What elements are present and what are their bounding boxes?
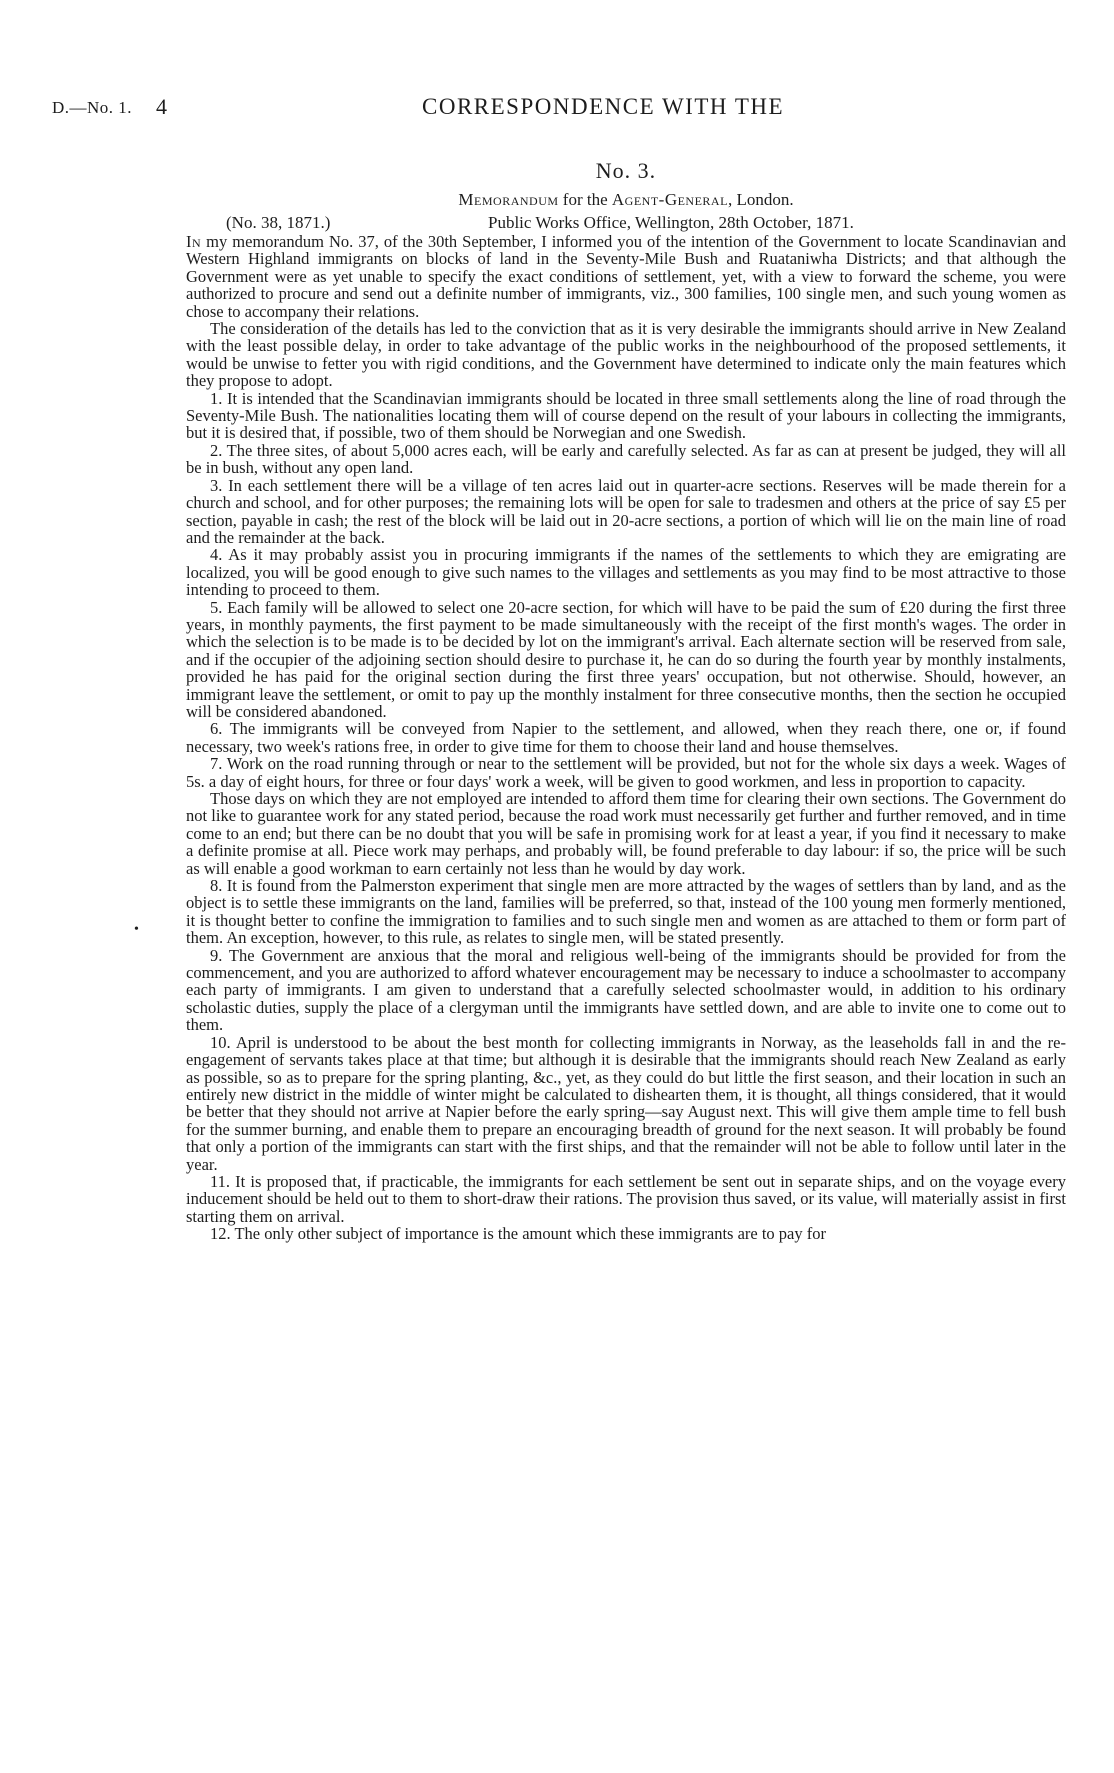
paragraph: 7. Work on the road running through or near to the settlement will be provided, but not for the whole six days a week. Wages of 5s. a day of eight hours, for three or four days' work a week, will be given to good workmen, and less in proportion to capacity. — [186, 754, 1066, 791]
paragraph: 6. The immigrants will be conveyed from Napier to the settlement, and allowed, when they reach there, one or, if found necessary, two week's rations free, in order to give time for them to choose their land and house themselves. — [186, 719, 1066, 756]
paragraph: 1. It is intended that the Scandinavian immigrants should be located in three small settlements along the line of road through the Seventy-Mile Bush. The nationalities locating them will of course depend on the result of your labours in collecting the immigrants, but it is desired that, if possible, two of them should be Norwegian and one Swedish. — [186, 388, 1066, 443]
paragraph: The consideration of the details has led to the conviction that as it is very desirable the immigrants should arrive in New Zealand with the least possible delay, in order to take advantage of the public works in the neighbourhood of the proposed settlements, it would be unwise to fetter you with rigid conditions, and the Government have determined to indicate only the main features which they propose to adopt. — [186, 319, 1066, 391]
opening-paragraph — [186, 233, 1066, 320]
paragraph: 4. As it may probably assist you in procuring immigrants if the names of the settlements to which they are emigrating are localized, you will be good enough to give such names to the villages and settlements as you may find to be most attractive to those intending to proceed to them. — [186, 545, 1066, 600]
reference-line — [186, 213, 1066, 233]
paragraph: 10. April is understood to be about the best month for collecting immigrants in Norway, as the leaseholds fall in and the re-engagement of servants takes place at that time; but although it is desirable that the immigrants should reach New Zealand as early as possible, so as to prepare for the spring planting, &c., yet, as they could do but little the first season, and their location in such an entirely new district in the middle of winter might be calculated to dishearten them, it is thought, all things considered, that it would be better that they should not arrive at Napier before the early spring—say August next. This will give them ample time to fell bush for the summer burning, and enable them to prepare an encouraging breadth of ground for the next season. It will probably be found that only a portion of the immigrants can start with the first ships, and that the remainder will not be able to follow until later in the year. — [186, 1032, 1066, 1174]
place-and-date: Public Works Office, Wellington, 28th October, 1871. — [488, 213, 854, 232]
paragraph: 8. It is found from the Palmerston experiment that single men are more attracted by the wages of settlers than by land, and as the object is to settle these immigrants on the land, families will be preferred, so that, instead of the 100 young men formerly mentioned, it is thought better to confine the immigration to families and to such single men and women as are attached to them or form part of them. An exception, however, to this rule, as relates to single men, will be stated presently. — [186, 876, 1066, 948]
memorandum-place: , London. — [727, 190, 794, 209]
page-number: 4 — [156, 94, 167, 119]
memorandum-word: Memorandum — [458, 190, 559, 209]
memorandum-heading — [186, 190, 1066, 210]
running-title: CORRESPONDENCE WITH THE — [422, 94, 785, 119]
margin-mark: • — [134, 922, 139, 937]
reference-number: (No. 38, 1871.) — [226, 213, 331, 232]
opening-word: In — [186, 232, 202, 251]
memorandum-recipient: Agent-General — [611, 190, 728, 209]
running-head — [52, 94, 1062, 124]
opening-text: my memorandum No. 37, of the 30th September, I informed you of the intention of the Government to locate Scandinavian and Western Highland immigrants on blocks of land in the Seventy-Mile Bush and Ruataniwha Districts; and that although the Government were as yet unable to specify the exact conditions of settlement, yet, with a view to forward the scheme, you were authorized to procure and send out a definite number of immigrants, viz., 300 families, 100 single men, and such young women as chose to accompany their relations. — [186, 232, 1066, 321]
paragraph: Those days on which they are not employed are intended to afford them time for clearing their own sections. The Government do not like to guarantee work for any stated period, because the road work must necessarily get further and further removed, and in time come to an end; but there can be no doubt that you will be safe in promising work for at least a year, if you find it necessary to make a definite promise at all. Piece work may perhaps, and probably will, be found preferable to day labour: if so, the price will be such as will enable a good workman to earn certainly not less than he would by day work. — [186, 789, 1066, 878]
paragraph: 3. In each settlement there will be a village of ten acres laid out in quarter-acre sections. Reserves will be made therein for a church and school, and for other purposes; the remaining lots will be open for sale to tradesmen and others at the price of say £5 per section, payable in cash; the rest of the block will be laid out in 20-acre sections, a portion of which will lie on the main line of road and the remainder at the back. — [186, 475, 1066, 547]
paragraph: 11. It is proposed that, if practicable, the immigrants for each settlement be sent out in separate ships, and on the voyage every inducement should be held out to them to short-draw their rations. The provision thus saved, or its value, will materially assist in first starting them on arrival. — [186, 1171, 1067, 1226]
memorandum-for: for the — [558, 190, 612, 209]
paragraph: 2. The three sites, of about 5,000 acres each, will be early and carefully selected. As far as can at present be judged, they will all be in bush, without any open land. — [186, 440, 1066, 478]
paragraph: 12. The only other subject of importance is the amount which these immigrants are to pay for — [210, 1224, 826, 1244]
paragraph: 9. The Government are anxious that the moral and religious well-being of the immigrants should be provided for from the commencement, and you are authorized to afford whatever encouragement may be necessary to induce a schoolmaster to accompany each party of immigrants. I am given to understand that a carefully selected schoolmaster would, in addition to his ordinary scholastic duties, supply the place of a clergyman until the immigrants have settled down, and are able to invite one to come out to them. — [186, 945, 1066, 1035]
memorandum-body — [186, 158, 1066, 1243]
paragraph: 5. Each family will be allowed to select one 20-acre section, for which will have to be paid the sum of £20 during the first three years, in monthly payments, the first payment to be made simultaneously with the receipt of the first month's wages. The order in which the selection is to be made is to be decided by lot on the immigrant's arrival. Each alternate section will be reserved from sale, and if the occupier of the adjoining section should desire to purchase it, he can do so during the fourth year by monthly instalments, provided he has paid for the original section during the first three years' occupation, but not otherwise. Should, however, an immigrant leave the settlement, or omit to pay up the monthly instalment for three consecutive months, then the section he occupied will be considered abandoned. — [186, 597, 1066, 721]
memorandum-number: No. 3. — [595, 158, 657, 183]
document-reference: D.—No. 1. — [52, 98, 133, 117]
